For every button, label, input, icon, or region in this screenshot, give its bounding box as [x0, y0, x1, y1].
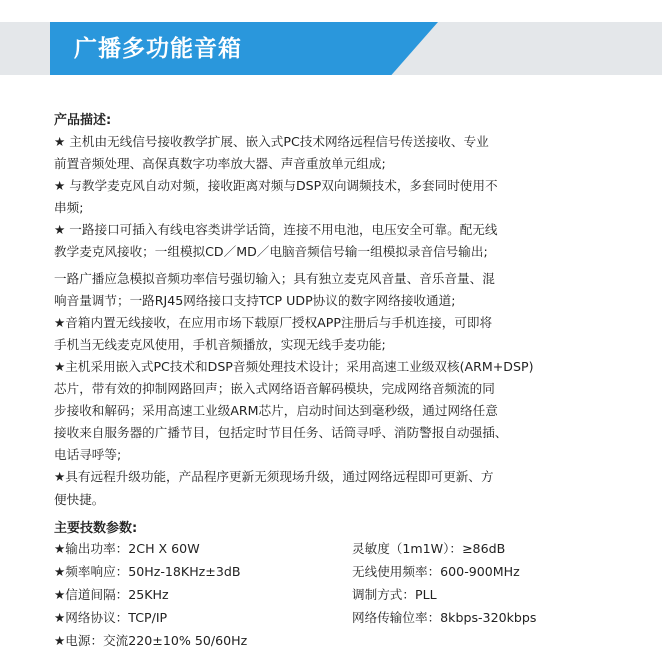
description-line: ★ 一路接口可插入有线电容类讲学话筒，连接不用电池，电压安全可靠。配无线	[54, 222, 498, 238]
spec-left-value: ★电源：交流220±10% 50/60Hz	[54, 633, 248, 648]
description-heading: 产品描述:	[54, 113, 112, 128]
description-line: ★音箱内置无线接收，在应用市场下载原厂授权APP注册后与手机连接，可即将	[54, 314, 493, 330]
description-line: 教学麦克风接收；一组模拟CD／MD／电脑音频信号输一组模拟录音信号输出;	[54, 244, 488, 260]
spec-left-value: ★信道间隔：25KHz	[54, 587, 169, 602]
description-line: 一路广播应急模拟音频功率信号强切输入；具有独立麦克风音量、音乐音量、混	[54, 270, 495, 286]
spec-left-value: ★网络协议：TCP/IP	[54, 610, 168, 625]
description-line: 前置音频处理、高保真数字功率放大器、声音重放单元组成;	[54, 156, 386, 172]
spec-left-value: ★输出功率：2CH X 60W	[54, 541, 200, 556]
description-line: 接收来自服务器的广播节目，包括定时节目任务、话筒寻呼、消防警报自动强插、	[54, 425, 508, 441]
spec-right-value: 灵敏度（1m1W）：≥86dB	[352, 541, 506, 556]
description-line: 响音量调节；一路RJ45网络接口支持TCP UDP协议的数字网络接收通道;	[54, 292, 456, 308]
spec-left-value: ★频率响应：50Hz-18KHz±3dB	[54, 564, 241, 579]
specs-heading: 主要技数参数:	[54, 521, 138, 536]
description-line: 便快捷。	[54, 491, 105, 507]
spec-row	[54, 629, 654, 652]
description-line: 串频;	[54, 200, 84, 216]
spec-row	[54, 583, 654, 606]
spec-right-value: 调制方式：PLL	[352, 587, 437, 602]
spec-right-value: 无线使用频率：600-900MHz	[352, 564, 520, 579]
page-title: 广播多功能音箱	[74, 36, 242, 62]
spec-right-value: 网络传输位率：8kbps-320kbps	[352, 610, 537, 625]
description-body	[54, 131, 654, 511]
description-line: ★ 与教学麦克风自动对频，接收距离对频与DSP双向调频技术，多套同时使用不	[54, 178, 498, 194]
description-line: 步接收和解码；采用高速工业级ARM芯片，启动时间达到毫秒级，通过网络任意	[54, 403, 498, 419]
spec-row	[54, 606, 654, 629]
description-line: ★主机采用嵌入式PC技术和DSP音频处理技术设计；采用高速工业级双核(ARM+DSP)	[54, 358, 534, 374]
specs-table	[54, 537, 654, 652]
description-line: 手机当无线麦克风使用，手机音频播放，实现无线手麦功能;	[54, 336, 386, 352]
description-line: ★ 主机由无线信号接收教学扩展、嵌入式PC技术网络远程信号传送接收、专业	[54, 134, 489, 149]
description-line: 电话寻呼等;	[54, 447, 122, 463]
description-line: 芯片，带有效的抑制网路回声；嵌入式网络语音解码模块，完成网络音频流的同	[54, 381, 495, 397]
description-line: ★具有远程升级功能，产品程序更新无须现场升级，通过网络远程即可更新、方	[54, 469, 494, 485]
spec-row	[54, 560, 654, 583]
spec-row	[54, 537, 654, 560]
